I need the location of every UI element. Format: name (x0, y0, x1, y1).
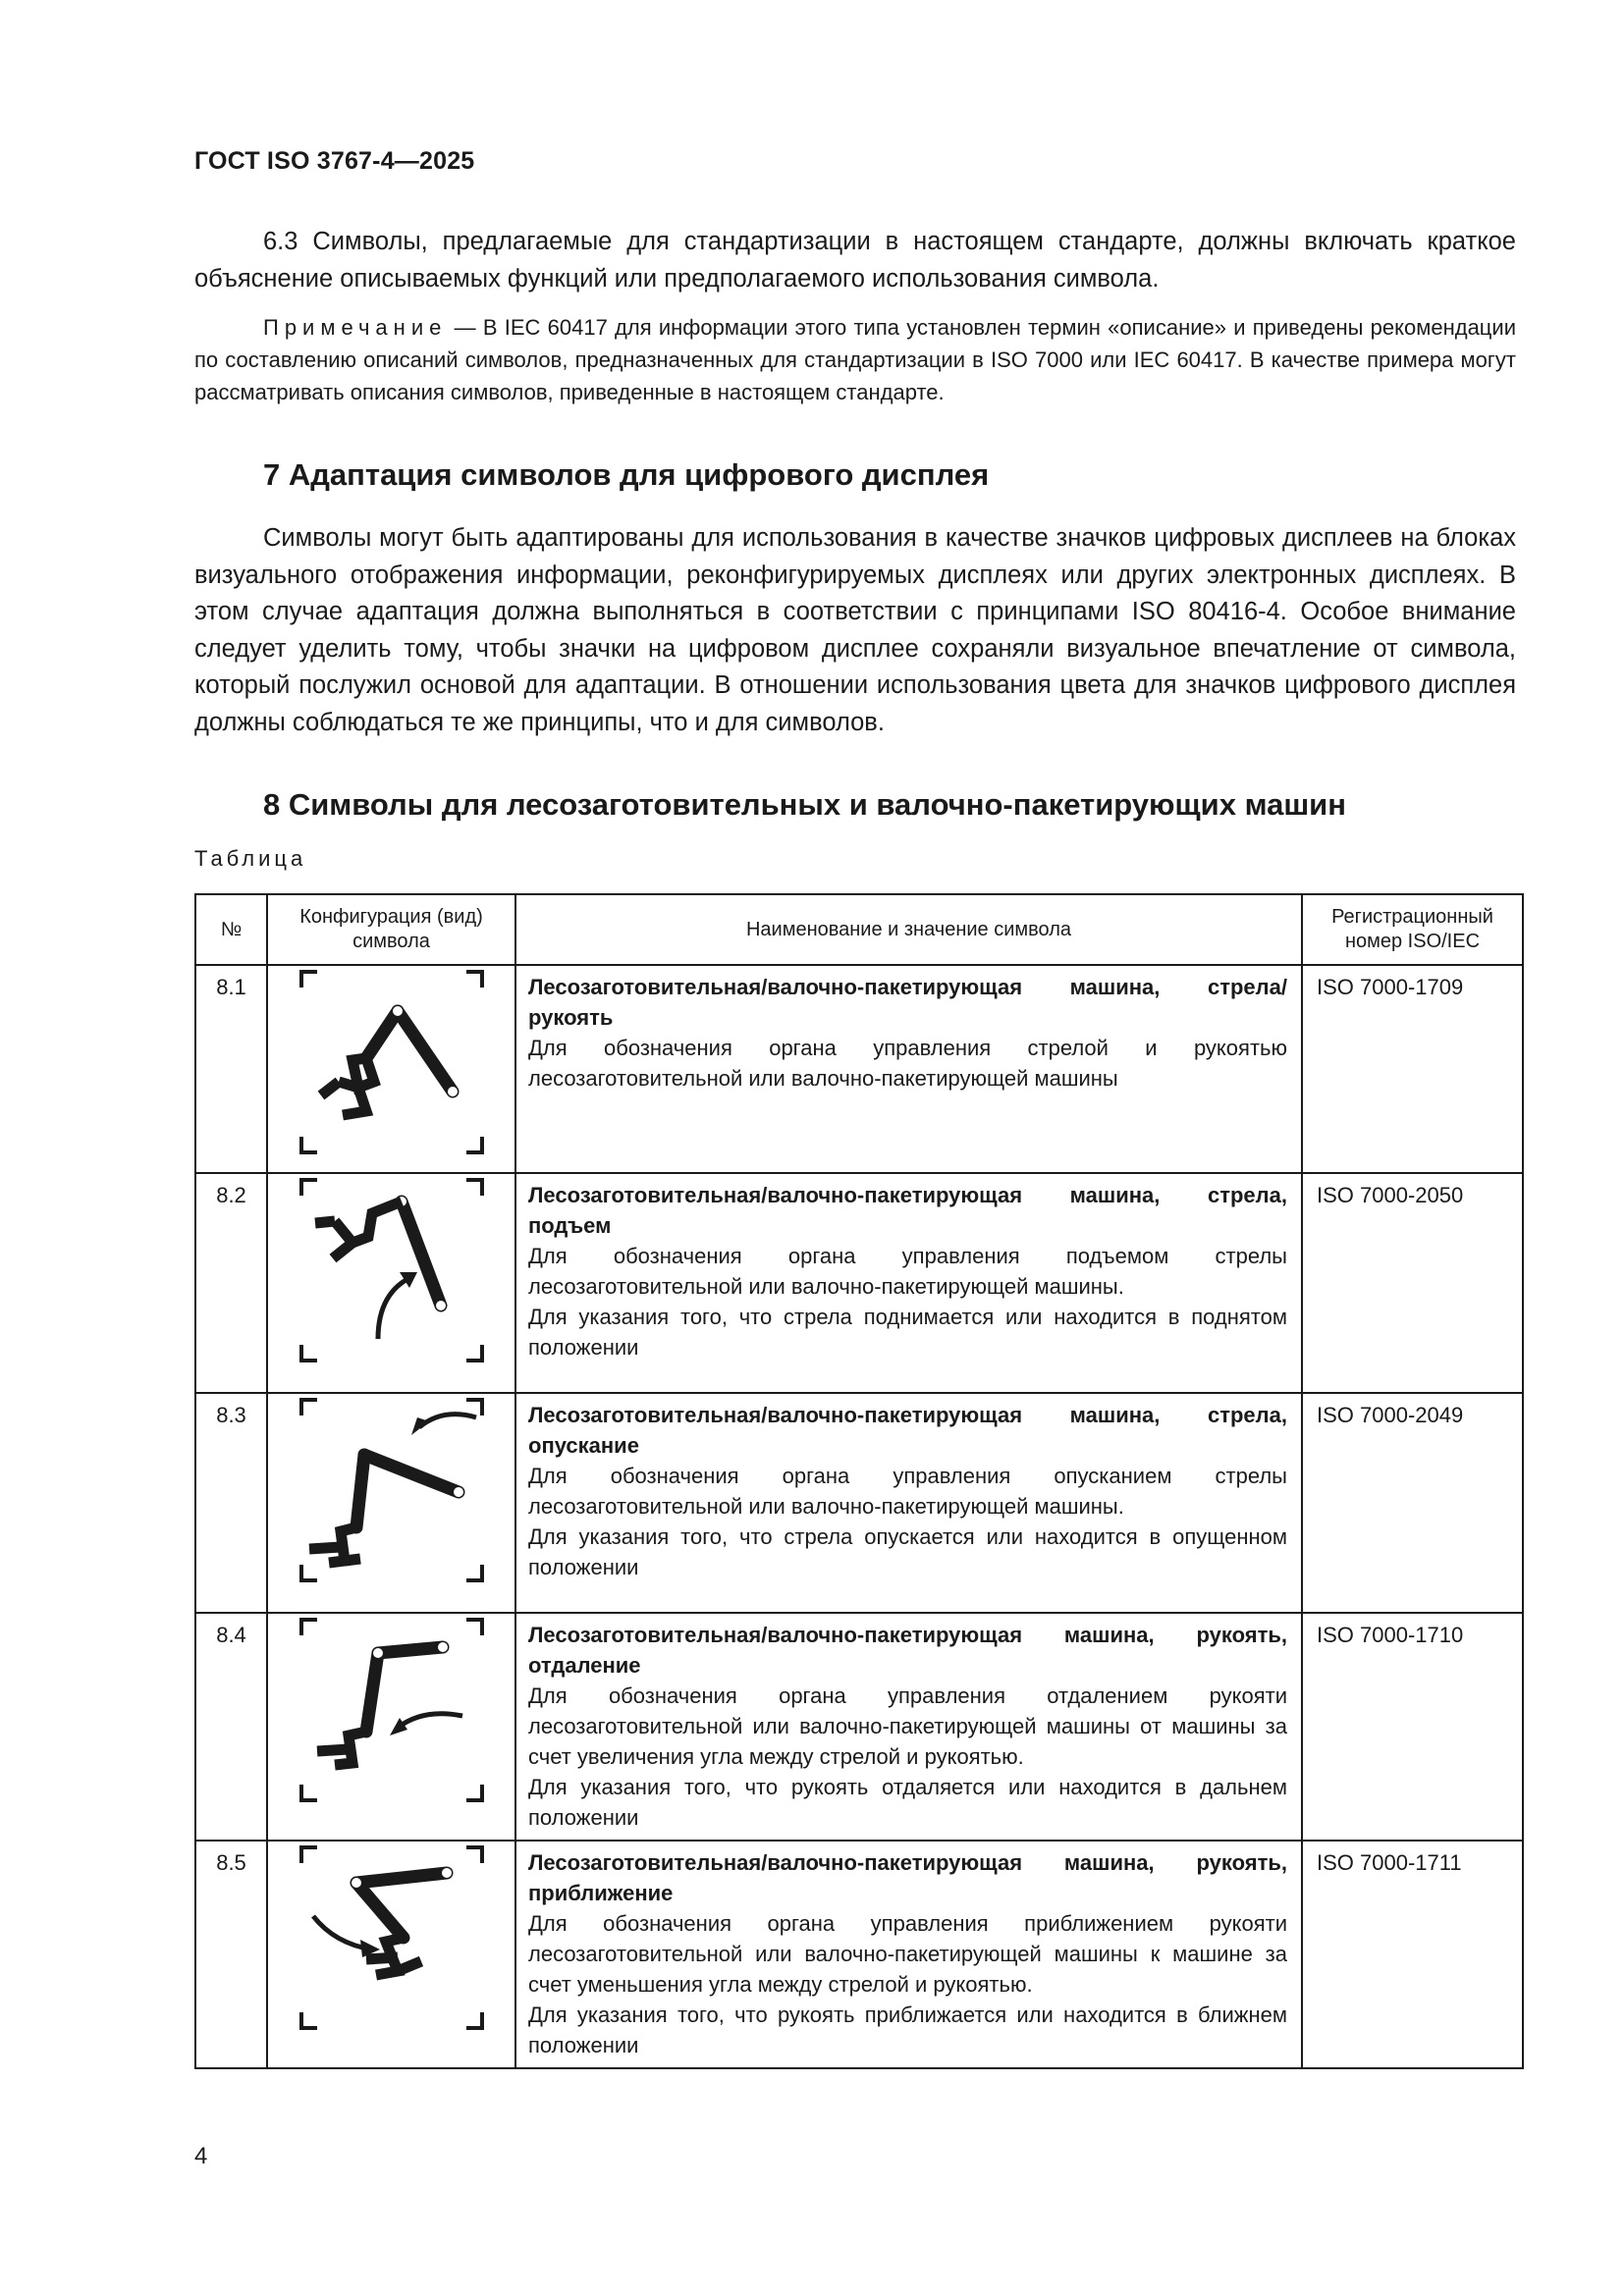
table-caption: Таблица (194, 846, 307, 871)
boom-raise-icon (296, 1174, 488, 1366)
paragraph-6-3: 6.3 Символы, предлагаемые для стандартизации в настоящем стандарте, должны включать краткое объяснение описываемых функций или предполагаемого использования символа. (194, 228, 1516, 293)
boom-stick-icon (296, 966, 488, 1158)
table-row (195, 1393, 1523, 1613)
registration-number: ISO 7000-1711 (1302, 1841, 1523, 2068)
symbol-description (515, 965, 1302, 1173)
symbol-cell (267, 1393, 515, 1613)
table-header-row (195, 894, 1523, 965)
registration-number: ISO 7000-2050 (1302, 1173, 1523, 1393)
symbol-meaning: Для обозначения органа управления приближением рукояти лесозаготовительной или валочно-пакетирующей машины к машине за счет уменьшения угла между стрелой и рукоятью. (528, 1911, 1287, 1997)
registration-number: ISO 7000-1710 (1302, 1613, 1523, 1841)
stick-in-icon (296, 1842, 488, 2034)
symbol-meaning: Для обозначения органа управления стрелой и рукоятью лесозаготовительной или валочно-пакетирующей машины (528, 1036, 1287, 1091)
header-name: Наименование и значение символа (515, 894, 1302, 965)
table-row (195, 1613, 1523, 1841)
row-number: 8.4 (195, 1613, 267, 1841)
symbol-meaning: Для обозначения органа управления опусканием стрелы лесозаготовительной или валочно-пакетирующей машины. (528, 1464, 1287, 1519)
registration-number: ISO 7000-2049 (1302, 1393, 1523, 1613)
table-row (195, 965, 1523, 1173)
symbol-title: Лесозаготовительная/валочно-пакетирующая машина, стрела/рукоять (528, 975, 1287, 1030)
symbol-usage: Для указания того, что стрела опускается или находится в опущенном положении (528, 1524, 1287, 1579)
symbol-meaning: Для обозначения органа управления отдалением рукояти лесозаготовительной или валочно-пакетирующей машины от машины за счет увеличения угла между стрелой и рукоятью. (528, 1683, 1287, 1769)
section-7-text: Символы могут быть адаптированы для использования в качестве значков цифровых дисплеев на блоках визуального отображения информации, реконфигурируемых дисплеях или других электронных дисплеях. В этом случае адаптация должна выполняться в соответствии с принципами ISO 80416-4. Особое внимание следует уделить тому, чтобы значки на цифровом дисплее сохраняли визуальное впечатление от символа, который послужил основой для адаптации. В отношении использования цвета для значков цифрового дисплея должны соблюдаться те же принципы, что и для символов. (194, 524, 1516, 736)
table-row (195, 1173, 1523, 1393)
note-text: — В IEC 60417 для информации этого типа установлен термин «описание» и приведены рекомендации по составлению описаний символов, предназначенных для стандартизации в ISO 7000 или IEC 60417. В качестве примера могут рассматривать описания символов, приведенные в настоящем стандарте. (194, 315, 1516, 404)
header-num: № (195, 894, 267, 965)
symbol-title: Лесозаготовительная/валочно-пакетирующая машина, стрела, подъем (528, 1183, 1287, 1238)
symbol-usage: Для указания того, что рукоять отдаляется или находится в дальнем положении (528, 1775, 1287, 1830)
symbols-table (194, 893, 1524, 2069)
row-number: 8.3 (195, 1393, 267, 1613)
symbol-usage: Для указания того, что рукоять приближается или находится в ближнем положении (528, 2002, 1287, 2057)
symbol-title: Лесозаготовительная/валочно-пакетирующая машина, стрела, опускание (528, 1403, 1287, 1458)
symbol-cell (267, 1841, 515, 2068)
symbol-title: Лесозаготовительная/валочно-пакетирующая машина, рукоять, отдаление (528, 1623, 1287, 1678)
section-8-heading: 8 Символы для лесозаготовительных и валочно-пакетирующих машин (263, 787, 1346, 822)
row-number: 8.2 (195, 1173, 267, 1393)
note-6-3 (194, 311, 1516, 408)
symbol-meaning: Для обозначения органа управления подъемом стрелы лесозаготовительной или валочно-пакетирующей машины. (528, 1244, 1287, 1299)
symbol-cell (267, 965, 515, 1173)
note-label: Примечание (263, 315, 448, 340)
section-7-heading: 7 Адаптация символов для цифрового дисплея (263, 457, 990, 492)
symbol-description (515, 1613, 1302, 1841)
row-number: 8.5 (195, 1841, 267, 2068)
page-number: 4 (194, 2143, 208, 2169)
registration-number: ISO 7000-1709 (1302, 965, 1523, 1173)
symbol-description (515, 1173, 1302, 1393)
document-header: ГОСТ ISO 3767-4—2025 (194, 147, 475, 175)
row-number: 8.1 (195, 965, 267, 1173)
stick-out-icon (296, 1614, 488, 1806)
symbol-cell (267, 1613, 515, 1841)
symbol-cell (267, 1173, 515, 1393)
symbol-description (515, 1841, 1302, 2068)
header-symbol: Конфигурация (вид) символа (267, 894, 515, 965)
header-reg: Регистрационный номер ISO/IEC (1302, 894, 1523, 965)
table-row (195, 1841, 1523, 2068)
symbol-description (515, 1393, 1302, 1613)
boom-lower-icon (296, 1394, 488, 1586)
symbol-title: Лесозаготовительная/валочно-пакетирующая машина, рукоять, приближение (528, 1850, 1287, 1905)
symbol-usage: Для указания того, что стрела поднимается или находится в поднятом положении (528, 1305, 1287, 1360)
